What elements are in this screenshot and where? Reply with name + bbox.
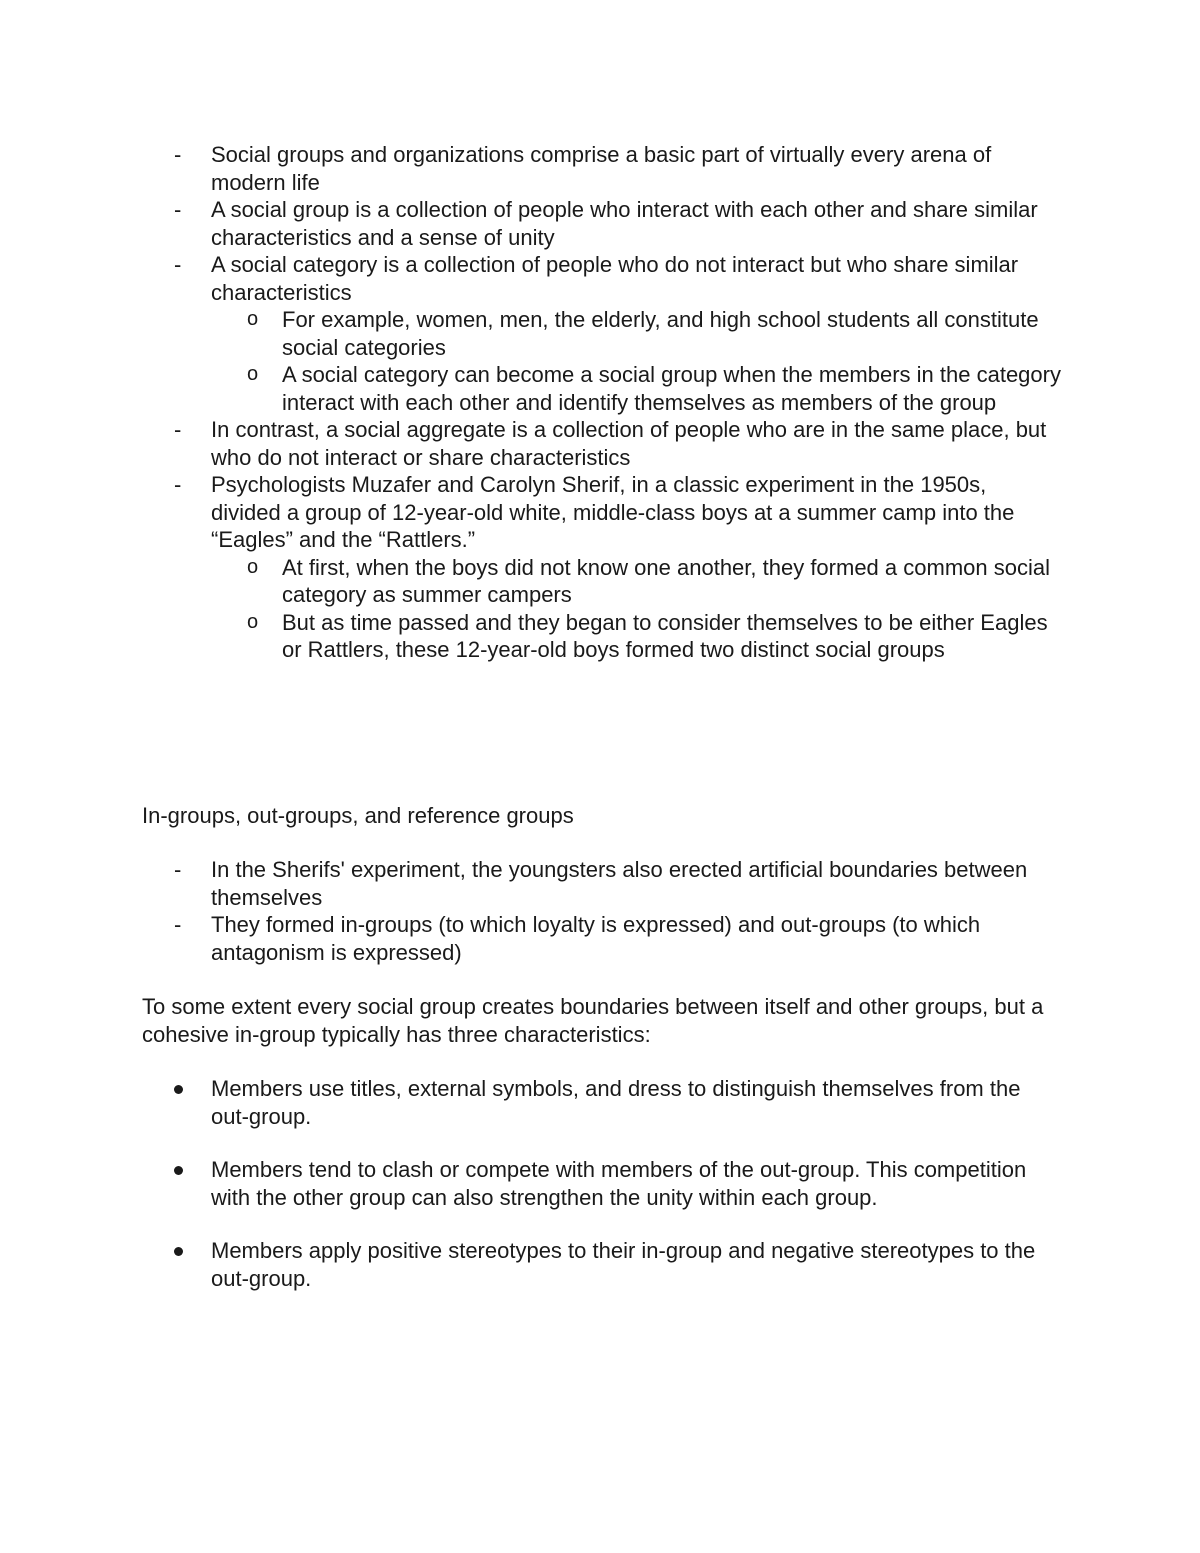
list-item <box>174 911 1061 966</box>
circle-marker: o <box>247 308 259 330</box>
section2 <box>0 856 1200 966</box>
section-heading: In-groups, out-groups, and reference groups <box>142 803 574 828</box>
list-item <box>174 471 1061 554</box>
circle-marker: o <box>247 555 259 578</box>
bullet-item-text: Members use titles, external symbols, and dress to distinguish themselves from the out-group. <box>211 1076 1021 1129</box>
sub-list-item <box>247 609 1062 664</box>
section1-list <box>0 141 1200 664</box>
list-item-text: A social category is a collection of people who do not interact but who share similar characteristics <box>211 252 1019 305</box>
circle-marker: o <box>247 610 259 633</box>
sub-list-item-text: A social category can become a social group when the members in the category interact with each other and identify themselves as members of the group <box>282 362 1061 415</box>
bullet-item <box>211 1075 1061 1130</box>
dash-marker: - <box>174 197 182 222</box>
bullet-dot-icon <box>174 1247 183 1256</box>
bullet-dot-icon <box>174 1085 183 1094</box>
bullets-section <box>0 1075 1200 1318</box>
list-item-text: Psychologists Muzafer and Carolyn Sherif, in a classic experiment in the 1950s, divided a group of 12-year-old white, middle-class boys at a summer camp into the “Eagles” and the “Rattlers.” <box>211 472 1015 552</box>
bullet-item-text: Members tend to clash or compete with members of the out-group. This competition with the other group can also strengthen the unity within each group. <box>211 1157 1027 1210</box>
list-item <box>174 416 1061 471</box>
bullet-item <box>211 1156 1061 1211</box>
dash-marker: - <box>174 417 182 442</box>
list-item <box>174 196 1061 251</box>
section2-list <box>0 856 1200 966</box>
sub-list-item <box>247 554 1062 609</box>
bullet-item-text: Members apply positive stereotypes to their in-group and negative stereotypes to the out-group. <box>211 1238 1036 1291</box>
list-item-text: They formed in-groups (to which loyalty is expressed) and out-groups (to which antagonism is expressed) <box>211 912 981 965</box>
list-item-text: Social groups and organizations comprise a basic part of virtually every arena of modern life <box>211 142 992 195</box>
bullet-dot-icon <box>174 1166 183 1175</box>
dash-marker: - <box>174 472 182 497</box>
list-item <box>174 856 1061 911</box>
dash-marker: - <box>174 252 182 277</box>
sub-list-item <box>247 361 1062 416</box>
sub-list-item-text: At first, when the boys did not know one another, they formed a common social category as summer campers <box>282 554 1050 607</box>
body-paragraph: To some extent every social group creates boundaries between itself and other groups, but a cohesive in-group typically has three characteristics: <box>142 994 1044 1047</box>
list-item-text: In the Sherifs' experiment, the youngsters also erected artificial boundaries between themselves <box>211 857 1028 910</box>
list-item-text: In contrast, a social aggregate is a collection of people who are in the same place, but who do not interact or share characteristics <box>211 417 1047 470</box>
list-item <box>174 141 1061 196</box>
dash-marker: - <box>174 142 182 167</box>
list-item <box>174 251 1061 306</box>
circle-marker: o <box>247 363 259 385</box>
bullet-item <box>211 1237 1061 1292</box>
sub-list-item-text: For example, women, men, the elderly, and high school students all constitute social categories <box>282 307 1039 360</box>
document-page <box>0 141 1200 664</box>
list-item-text: A social group is a collection of people who interact with each other and share similar characteristics and a sense of unity <box>211 197 1038 250</box>
sub-list-item <box>247 306 1062 361</box>
sub-list-item-text: But as time passed and they began to consider themselves to be either Eagles or Rattlers, these 12-year-old boys formed two distinct social groups <box>282 609 1048 662</box>
dash-marker: - <box>174 857 182 882</box>
bullet-list <box>0 1075 1200 1292</box>
dash-marker: - <box>174 912 182 937</box>
